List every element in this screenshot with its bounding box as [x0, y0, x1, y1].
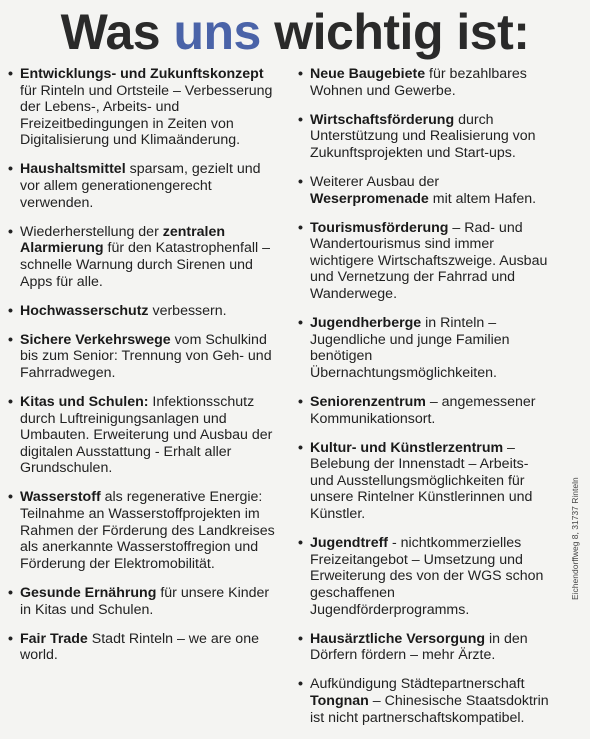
list-item — [8, 303, 284, 320]
item-bold: Sichere Verkehrswege — [20, 331, 171, 348]
list-item — [8, 224, 284, 290]
right-column — [298, 66, 556, 739]
list-item — [8, 631, 284, 664]
item-text: für den Katastrophenfall – schnelle Warnung durch Sirenen und Apps für alle. — [20, 240, 270, 290]
list-item — [298, 535, 556, 618]
item-text: durch Unterstützung und Realisierung von Zukunftsprojekten und Start-ups. — [310, 111, 536, 161]
title-part1: Was — [60, 4, 174, 60]
item-text: in den Dörfern fördern – mehr Ärzte. — [310, 630, 528, 664]
list-item — [8, 332, 284, 382]
item-bold: Fair Trade — [20, 630, 88, 647]
item-text: - nichtkommerzielles Freizeitangebot – Umsetzung und Erweiterung des von der WGS schon geschaffenen Jugendförderprogramms. — [310, 535, 544, 618]
left-column — [8, 66, 284, 676]
address-side-text: Eichendorffweg 8, 31737 Rinteln — [570, 477, 580, 600]
item-bold: Wasserstoff — [20, 489, 101, 506]
item-bold: Gesunde Ernährung — [20, 584, 157, 601]
list-item — [8, 161, 284, 211]
item-bold: Kultur- und Künstlerzentrum — [310, 439, 504, 456]
list-item — [298, 220, 556, 303]
item-bold: Jugendherberge — [310, 315, 422, 332]
title-accent: uns — [173, 4, 261, 60]
item-pre: Wiederherstellung der — [20, 223, 163, 240]
item-bold: Hausärztliche Versorgung — [310, 630, 486, 647]
item-pre: Aufkündigung Städtepartnerschaft — [310, 676, 525, 693]
item-bold: Jugendtreff — [310, 535, 389, 552]
item-bold: Tourismusförderung — [310, 219, 449, 236]
item-bold: Seniorenzentrum — [310, 394, 426, 410]
list-item — [298, 66, 556, 99]
item-text: – angemessener Kommunikationsort. — [310, 394, 536, 427]
list-item — [298, 440, 556, 523]
item-bold: Kitas und Schulen: — [20, 394, 149, 410]
item-text: mit altem Hafen. — [428, 190, 537, 207]
item-text: für unsere Kinder in Kitas und Schulen. — [20, 584, 270, 618]
item-pre: Weiterer Ausbau der — [310, 173, 440, 190]
item-text: vom Schulkind bis zum Senior: Trennung von Geh- und Fahrradwegen. — [20, 331, 272, 381]
list-item — [8, 394, 284, 477]
list-item — [298, 174, 556, 207]
item-text: für Rinteln und Ortsteile – Verbesserung der Lebens-, Arbeits- und Freizeitbedingungen in Zeiten von Digitalisierung und Klimaänderung. — [20, 82, 273, 149]
item-text: Stadt Rinteln – we are one world. — [20, 630, 259, 664]
list-item — [8, 489, 284, 572]
item-bold: Haushaltsmittel — [20, 161, 126, 178]
item-text: für bezahlbares Wohnen und Gewerbe. — [310, 66, 527, 99]
list-item — [8, 66, 284, 149]
page-title — [0, 2, 590, 62]
list-item — [298, 315, 556, 381]
item-text: als regenerative Energie: Teilnahme an Wasserstoffprojekten im Rahmen der Förderung des Landkreises als anerkannte Wasserstoffregion und Förderung der Elektromobilität. — [20, 489, 275, 572]
item-bold: Weserpromenade — [310, 190, 429, 207]
item-bold: Neue Baugebiete — [310, 66, 426, 82]
item-bold: Wirtschaftsförderung — [310, 111, 455, 128]
item-text: – Rad- und Wandertourismus sind immer wichtigere Wirtschaftszweige. Ausbau und Vernetzung der Fahrrad und Wanderwege. — [310, 219, 548, 303]
list-item — [298, 631, 556, 664]
list-item — [298, 394, 556, 427]
item-bold: Tongnan — [310, 692, 369, 709]
item-text: in Rinteln – Jugendliche und junge Familien benötigen Übernachtungsmöglichkeiten. — [310, 315, 510, 381]
list-item — [298, 676, 556, 726]
item-text: – Chinesische Staatsdoktrin ist nicht partnerschaftskompatibel. — [310, 692, 549, 726]
item-bold: zentralen Alarmierung — [20, 223, 226, 257]
item-text: verbessern. — [148, 302, 227, 319]
item-text: Infektionsschutz durch Luftreinigungsanlagen und Umbauten. Erweiterung und Ausbau der digitalen Ausstattung - Erhalt aller Grundschulen. — [20, 394, 273, 477]
item-bold: Hochwasserschutz — [20, 302, 149, 319]
list-item — [8, 585, 284, 618]
item-bold: • Entwicklungs- und Zukunftskonzept — [20, 66, 264, 82]
item-text: sparsam, gezielt und vor allem generationengerecht verwenden. — [20, 161, 261, 211]
title-part2: wichtig ist: — [260, 4, 530, 60]
list-item — [298, 112, 556, 162]
item-text: – Belebung der Innenstadt – Arbeits- und Ausstellungsmöglichkeiten für unsere Rintelner Künstlerinnen und Künstler. — [310, 439, 533, 523]
